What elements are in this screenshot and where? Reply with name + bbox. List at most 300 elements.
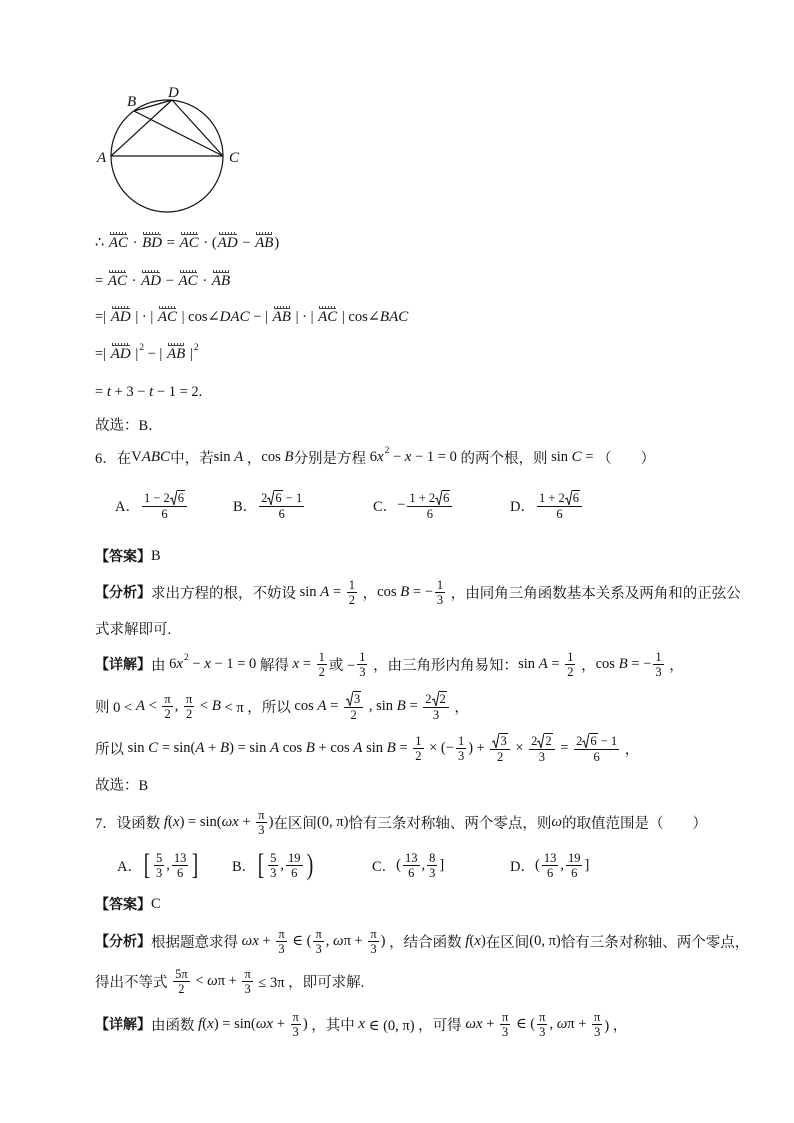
math-text: ，由同角三角函数基本关系及两角和的正弦公: [447, 585, 741, 602]
math-text: 6: [571, 865, 578, 880]
option-expression: [256, 850, 314, 880]
radical-sign: [582, 733, 589, 749]
fraction-denominator: [268, 866, 278, 880]
math-text: 6: [426, 506, 434, 521]
math-text: 3: [594, 1024, 601, 1039]
fraction: [317, 650, 327, 679]
math-variable: A: [195, 739, 205, 756]
option-label: D．: [510, 858, 535, 875]
math-text: =: [95, 383, 107, 400]
superscript: 2: [139, 343, 144, 353]
fraction: [435, 578, 445, 607]
math-text: (0, π): [316, 813, 349, 830]
math-text: + cos: [314, 739, 354, 756]
math-text: 的取值范围是（ ）: [562, 815, 707, 832]
math-text: 1: [655, 649, 662, 664]
math-text: π: [292, 1009, 299, 1024]
math-text: 6: [275, 490, 282, 505]
section-label: 【分析】: [95, 585, 151, 601]
math-text: ]: [584, 856, 590, 873]
fraction-numerator: [347, 578, 357, 593]
math-text: 6: [556, 506, 563, 521]
math-text: 求出方程的根，不妨设: [151, 585, 300, 602]
math-text: 故选：B: [95, 777, 149, 794]
radicand: [353, 691, 361, 707]
square-root: [267, 490, 282, 506]
math-text: ,: [549, 1015, 557, 1032]
vector: BD: [142, 234, 163, 251]
math-text: ，: [621, 741, 640, 758]
math-text: =: [163, 234, 179, 251]
math-text: = −: [627, 655, 652, 672]
math-text: （ ）: [597, 450, 656, 467]
math-text: 3: [258, 822, 265, 837]
math-text: +: [482, 1015, 498, 1032]
superscript: 2: [193, 343, 199, 353]
math-text: ，其中: [307, 1017, 359, 1034]
math-text: 或 −: [328, 657, 356, 674]
math-text: 分别是方程: [293, 450, 370, 467]
math-text: 3: [315, 941, 322, 956]
fraction-denominator: [565, 665, 575, 679]
math-text: <: [144, 697, 161, 714]
math-text: −: [397, 496, 406, 513]
math-text: =|: [95, 308, 110, 325]
fraction-denominator: [347, 593, 357, 607]
math-text: 1 + 2: [409, 490, 436, 505]
math-variable: x: [204, 655, 211, 672]
math-text: 根据题意求得: [151, 934, 242, 951]
math-text: ,: [325, 932, 333, 949]
math-text: +: [258, 932, 275, 949]
radicand: [177, 490, 185, 506]
math-variable: f: [465, 932, 470, 949]
fraction: [173, 967, 190, 996]
vector: AB: [211, 272, 231, 289]
math-text: = −: [409, 583, 433, 600]
math-text: 6: [291, 865, 298, 880]
fraction-denominator: [176, 982, 186, 996]
circle-diagram: [90, 80, 250, 220]
fraction-numerator: [268, 851, 278, 866]
fraction-denominator: [427, 866, 437, 880]
section-label: 【答案】: [95, 549, 151, 565]
math-text: | cos∠: [178, 308, 220, 325]
math-text: ) = sin(: [179, 813, 222, 830]
math-text: C: [151, 895, 161, 912]
math-text: π +: [217, 972, 241, 989]
radicand: [442, 490, 450, 506]
fraction-denominator: [175, 866, 185, 880]
vector: AD: [110, 308, 131, 325]
math-text: 3: [155, 865, 163, 880]
math-text: 则 0 <: [95, 699, 136, 716]
section-label: 【详解】: [95, 657, 151, 673]
fraction: [172, 851, 189, 880]
math-text: sin: [518, 655, 539, 672]
fraction: [592, 1010, 602, 1039]
fraction-denominator: [425, 507, 435, 521]
fraction-numerator: [435, 578, 445, 593]
math-text: ·: [198, 272, 211, 289]
fraction-numerator: [357, 650, 367, 665]
math-text: 2: [531, 733, 538, 748]
math-text: (: [168, 813, 173, 830]
fraction-denominator: [357, 665, 367, 679]
math-text: 3: [278, 941, 285, 956]
math-text: 2: [350, 707, 357, 722]
math-text: 3: [370, 941, 377, 956]
fraction-denominator: [243, 982, 253, 996]
fraction-denominator: [406, 866, 416, 880]
math-text: =: [299, 655, 315, 672]
math-text: V: [131, 448, 142, 465]
math-variable: B: [400, 583, 410, 600]
math-variable: B: [211, 697, 221, 714]
fraction-numerator: [413, 734, 423, 749]
fraction-denominator: [591, 750, 601, 764]
math-text: ): [380, 932, 386, 949]
math-text: ,: [166, 856, 170, 873]
math-text: =: [395, 739, 412, 756]
math-text: , sin: [365, 697, 397, 714]
fraction-numerator: [542, 851, 559, 866]
fraction-numerator: [162, 692, 172, 707]
radicand: [589, 733, 597, 749]
math-text: 6．在: [95, 450, 132, 467]
math-text: 13: [543, 850, 557, 865]
math-text: 1: [457, 733, 465, 748]
math-text: =: [547, 655, 564, 672]
fraction-numerator: [184, 692, 194, 707]
math-text: 3: [502, 1024, 509, 1039]
fraction: [242, 967, 252, 996]
math-text: =: [405, 697, 422, 714]
math-text: ∈ (0, π) ，可得: [365, 1017, 466, 1034]
fraction-denominator: [431, 708, 441, 722]
fraction-numerator: [592, 1010, 602, 1025]
fraction: [423, 691, 449, 722]
math-text: +: [204, 739, 220, 756]
math-text: ,: [421, 856, 426, 873]
math-text: ，: [450, 699, 469, 716]
fraction-numerator: [154, 851, 164, 866]
option-label: C．: [372, 858, 397, 875]
fraction-denominator: [537, 750, 547, 764]
math-variable: A: [234, 448, 244, 465]
math-variable: ω: [551, 813, 562, 830]
fraction-denominator: [291, 1025, 301, 1039]
radicand: [572, 490, 580, 506]
math-text: π: [594, 1009, 601, 1024]
math-variable: C: [148, 739, 159, 756]
math-text: 解得: [259, 657, 293, 674]
square-root: [565, 490, 580, 506]
fraction: [537, 490, 582, 521]
fraction: [537, 1010, 547, 1039]
math-text: 3: [244, 981, 251, 996]
point-label-c: C: [229, 150, 240, 166]
math-text: =: [581, 448, 598, 465]
fraction: [259, 490, 304, 521]
radical-sign: [565, 490, 572, 506]
math-text: ·: [129, 234, 142, 251]
fraction: [347, 578, 357, 607]
square-root: [435, 490, 450, 506]
math-text: ): [268, 813, 274, 830]
fraction-denominator: [554, 507, 564, 521]
math-text: ) = sin(: [213, 1015, 256, 1032]
fraction-numerator: [565, 650, 575, 665]
vector: AB: [272, 308, 291, 325]
vector: AC: [179, 234, 199, 251]
fraction-numerator: [423, 691, 449, 708]
math-text: π: [244, 966, 251, 981]
math-text: 5π: [175, 966, 188, 981]
fraction: [154, 851, 164, 880]
math-text: 2: [186, 706, 193, 721]
math-text: cos: [294, 697, 318, 714]
fraction-denominator: [317, 665, 327, 679]
math-text: 2: [318, 664, 325, 679]
math-text: 得出不等式: [95, 974, 172, 991]
math-variable: ABC: [141, 448, 171, 465]
radical-sign: [492, 733, 499, 749]
square-root: [492, 733, 507, 749]
math-text: ): [274, 234, 280, 251]
math-variable: x: [176, 655, 184, 672]
radicand: [544, 733, 552, 749]
math-text: π +: [567, 1015, 591, 1032]
math-text: π: [185, 691, 193, 706]
fraction-numerator: [256, 808, 266, 823]
math-text: 6: [169, 655, 177, 672]
fraction-denominator: [277, 507, 287, 521]
math-text: 3: [655, 664, 662, 679]
math-text: ·: [127, 272, 141, 289]
fraction-numerator: [313, 927, 323, 942]
fraction: [184, 692, 194, 721]
math-variable: B: [284, 448, 294, 465]
math-text: ，结合函数: [385, 934, 466, 951]
math-variable: A: [320, 583, 330, 600]
square-root: [346, 691, 361, 707]
math-variable: x: [172, 813, 180, 830]
fraction: [542, 851, 559, 880]
square-root: [432, 691, 447, 707]
math-text: − |: [249, 308, 272, 325]
fraction: [357, 650, 367, 679]
math-text: 的两个根，则: [460, 450, 552, 467]
fraction-denominator: [500, 1025, 510, 1039]
math-text: cos: [279, 739, 306, 756]
math-text: π: [370, 926, 377, 941]
math-text: =: [329, 583, 345, 600]
math-text: 3: [538, 749, 546, 764]
math-text: (: [534, 856, 540, 873]
math-text: 1 + 2: [538, 490, 565, 505]
math-variable: x: [474, 932, 481, 949]
math-text: +: [273, 1015, 289, 1032]
math-variable: ω: [207, 972, 218, 989]
vector: AC: [318, 308, 338, 325]
vector: AB: [166, 345, 186, 362]
math-text: cos: [261, 448, 285, 465]
fraction-numerator: [291, 1010, 301, 1025]
fraction-numerator: [537, 490, 582, 507]
fraction-numerator: [317, 650, 327, 665]
option-label: D．: [510, 498, 535, 515]
fraction: [427, 851, 437, 880]
math-text: 1: [436, 577, 444, 592]
math-variable: A: [317, 697, 327, 714]
math-text: 3: [292, 1024, 299, 1039]
radicand: [274, 490, 282, 506]
point-label-d: D: [168, 85, 179, 101]
math-text: 3: [353, 691, 361, 706]
option-expression: [142, 850, 200, 880]
fraction-numerator: [500, 1010, 510, 1025]
math-variable: t: [106, 383, 111, 400]
fraction-numerator: [276, 927, 286, 942]
interval-bracket: [: [257, 848, 265, 881]
math-text: 2: [576, 733, 583, 748]
math-variable: ω: [556, 1015, 568, 1032]
fraction-numerator: [286, 851, 303, 866]
math-text: 3: [359, 664, 366, 679]
option-label: B．: [232, 858, 257, 875]
option-expression: [535, 851, 589, 880]
fraction-numerator: [172, 851, 189, 866]
segment-bc: [134, 111, 223, 156]
radical-sign: [346, 691, 353, 707]
option-expression: [140, 490, 189, 521]
math-text: 2: [164, 706, 171, 721]
math-text: ,: [280, 856, 285, 873]
math-text: 3: [436, 592, 444, 607]
fraction-denominator: [289, 866, 299, 880]
fraction: [490, 733, 509, 764]
fraction-denominator: [653, 665, 663, 679]
math-text: 19: [567, 850, 581, 865]
math-text: 13: [173, 850, 187, 865]
math-text: ∈ (: [288, 932, 312, 949]
fraction-numerator: [574, 733, 619, 750]
math-text: π: [502, 1009, 509, 1024]
fraction: [313, 927, 323, 956]
math-text: 6: [408, 865, 415, 880]
math-text: π: [539, 1009, 546, 1024]
math-variable: ω: [333, 932, 344, 949]
math-text: (: [396, 856, 402, 873]
math-variable: DAC: [219, 308, 250, 325]
math-variable: f: [163, 813, 169, 830]
math-variable: ωx: [241, 932, 259, 949]
math-text: × (−: [425, 739, 454, 756]
fraction: [268, 851, 278, 880]
section-label: 【分析】: [95, 934, 151, 950]
interval-bracket: ): [306, 848, 313, 881]
fraction-numerator: [653, 650, 663, 665]
fraction-denominator: [154, 866, 164, 880]
option-label: B．: [233, 498, 258, 515]
math-text: 6: [176, 865, 184, 880]
math-text: = sin(: [158, 739, 196, 756]
math-text: ，: [359, 585, 378, 602]
fraction-numerator: [407, 490, 452, 507]
fraction: [256, 808, 266, 837]
math-variable: C: [571, 448, 582, 465]
math-text: 8: [429, 850, 436, 865]
math-variable: A: [538, 655, 548, 672]
math-variable: ωx: [255, 1015, 274, 1032]
fraction-denominator: [162, 707, 172, 721]
fraction: [344, 691, 363, 722]
option-expression: [257, 490, 306, 521]
math-text: 6: [369, 448, 377, 465]
math-variable: f: [198, 1015, 203, 1032]
math-text: −: [162, 272, 178, 289]
math-text: ∈ (: [512, 1015, 536, 1032]
math-text: 1: [415, 733, 422, 748]
vector: AD: [217, 234, 238, 251]
math-text: −: [389, 448, 405, 465]
option-label: A．: [115, 498, 140, 515]
math-text: ) = sin: [229, 739, 270, 756]
radical-sign: [267, 490, 274, 506]
math-text: 6: [177, 490, 185, 505]
math-text: < π ，所以: [220, 699, 295, 716]
fraction: [291, 1010, 301, 1039]
math-text: =|: [95, 345, 110, 362]
math-variable: B: [219, 739, 230, 756]
interval-bracket: [: [143, 848, 151, 881]
fraction-numerator: [529, 733, 555, 750]
fraction-numerator: [490, 733, 509, 750]
math-text: π: [258, 807, 265, 822]
math-text: 在区间: [273, 815, 317, 832]
fraction-numerator: [566, 851, 583, 866]
math-variable: A: [353, 739, 363, 756]
fraction: [407, 490, 452, 521]
math-text: ∴: [95, 234, 108, 251]
math-text: (: [469, 932, 475, 949]
math-variable: A: [269, 739, 280, 756]
math-text: 3: [539, 1024, 546, 1039]
option-expression: [535, 490, 584, 521]
math-variable: ωx: [465, 1015, 483, 1032]
fraction: [368, 927, 378, 956]
fraction-denominator: [184, 707, 194, 721]
math-text: + 3 −: [110, 383, 150, 400]
fraction-numerator: [368, 927, 378, 942]
vector: AB: [255, 234, 274, 251]
fraction: [653, 650, 663, 679]
math-text: ，由三角形内角易知：: [369, 657, 519, 674]
math-variable: B: [618, 655, 628, 672]
math-text: sin: [362, 739, 387, 756]
fraction: [529, 733, 555, 764]
math-text: ，: [243, 450, 262, 467]
math-text: ,: [560, 856, 564, 873]
math-text: | · |: [131, 308, 157, 325]
math-text: 6: [590, 733, 597, 748]
math-text: 在区间: [485, 934, 530, 951]
math-text: sin: [299, 583, 321, 600]
math-text: sin: [551, 448, 572, 465]
math-text: − 1: [282, 490, 303, 505]
math-text: 2: [545, 733, 552, 748]
